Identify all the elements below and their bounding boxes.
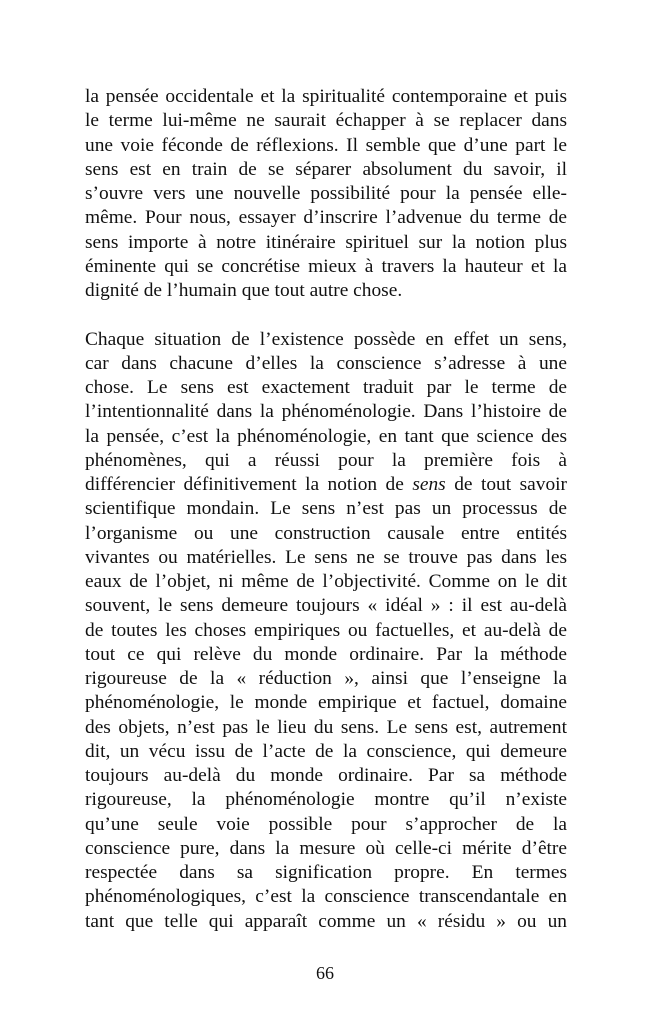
text-line: la pensée occidentale et la spiritualité contemporaine et puis <box>85 86 567 107</box>
text-line: rigoureuse, la phénoménologie montre qu’il n’existe <box>85 789 567 811</box>
text-line: toujours au-delà du monde ordinaire. Par sa méthode <box>85 765 567 786</box>
text-line: le terme lui-même ne saurait échapper à se replacer dans <box>85 110 567 132</box>
text-line: la pensée, c’est la phénoménologie, en tant que science des <box>85 425 567 447</box>
text-line: tout ce qui relève du monde ordinaire. Par la méthode <box>85 643 567 665</box>
text-line: respectée dans sa signification propre. En termes <box>85 862 567 883</box>
text-line: car dans chacune d’elles la conscience s’adresse à une <box>85 352 567 374</box>
text-line-with-emphasis <box>85 473 567 497</box>
text-line: de toutes les choses empiriques ou factuelles, et au-delà de <box>85 619 567 641</box>
text-line: l’intentionnalité dans la phénoménologie. Dans l’histoire de <box>85 401 567 423</box>
text-line: l’organisme ou une construction causale entre entités <box>85 522 567 544</box>
text-segment: de tout savoir <box>445 474 567 495</box>
emphasis-text: sens <box>412 474 446 495</box>
paragraph-spacer <box>85 303 567 327</box>
text-line: éminente qui se concrétise mieux à travers la hauteur et la <box>85 255 567 277</box>
text-line: phénoménologiques, c’est la conscience transcendantale en <box>85 886 567 908</box>
text-line: rigoureuse de la « réduction », ainsi que l’enseigne la <box>85 668 567 689</box>
text-line: sens est en train de se séparer absolument du savoir, il <box>85 158 567 180</box>
text-line: souvent, le sens demeure toujours « idéal » : il est au-delà <box>85 595 567 617</box>
text-line: tant que telle qui apparaît comme un « résidu » ou un <box>85 910 567 932</box>
text-line: scientifique mondain. Le sens n’est pas un processus de <box>85 498 567 520</box>
text-line: Chaque situation de l’existence possède en effet un sens, <box>85 328 567 350</box>
text-line: chose. Le sens est exactement traduit par le terme de <box>85 377 567 398</box>
text-line: qu’une seule voie possible pour s’approcher de la <box>85 813 567 835</box>
text-line: même. Pour nous, essayer d’inscrire l’advenue du terme de <box>85 207 567 229</box>
text-line: conscience pure, dans la mesure où celle-ci mérite d’être <box>85 837 567 859</box>
paragraph <box>85 85 567 303</box>
text-segment: différencier définitivement la notion de <box>85 474 413 495</box>
text-line: dignité de l’humain que tout autre chose. <box>85 280 403 301</box>
page-body <box>85 85 567 934</box>
text-line: s’ouvre vers une nouvelle possibilité pour la pensée elle- <box>85 183 567 204</box>
text-line: phénomènes, qui a réussi pour la première fois à <box>85 449 567 471</box>
text-line: vivantes ou matérielles. Le sens ne se trouve pas dans les <box>85 546 567 568</box>
paragraph <box>85 328 567 934</box>
text-line: sens importe à notre itinéraire spirituel sur la notion plus <box>85 231 567 253</box>
text-line: une voie féconde de réflexions. Il semble que d’une part le <box>85 134 567 156</box>
text-line: eaux de l’objet, ni même de l’objectivité. Comme on le dit <box>85 571 567 592</box>
text-line: dit, un vécu issu de l’acte de la conscience, qui demeure <box>85 740 567 762</box>
text-line: des objets, n’est pas le lieu du sens. Le sens est, autrement <box>85 716 567 738</box>
text-line: phénoménologie, le monde empirique et factuel, domaine <box>85 692 567 714</box>
page-number: 66 <box>316 963 334 983</box>
